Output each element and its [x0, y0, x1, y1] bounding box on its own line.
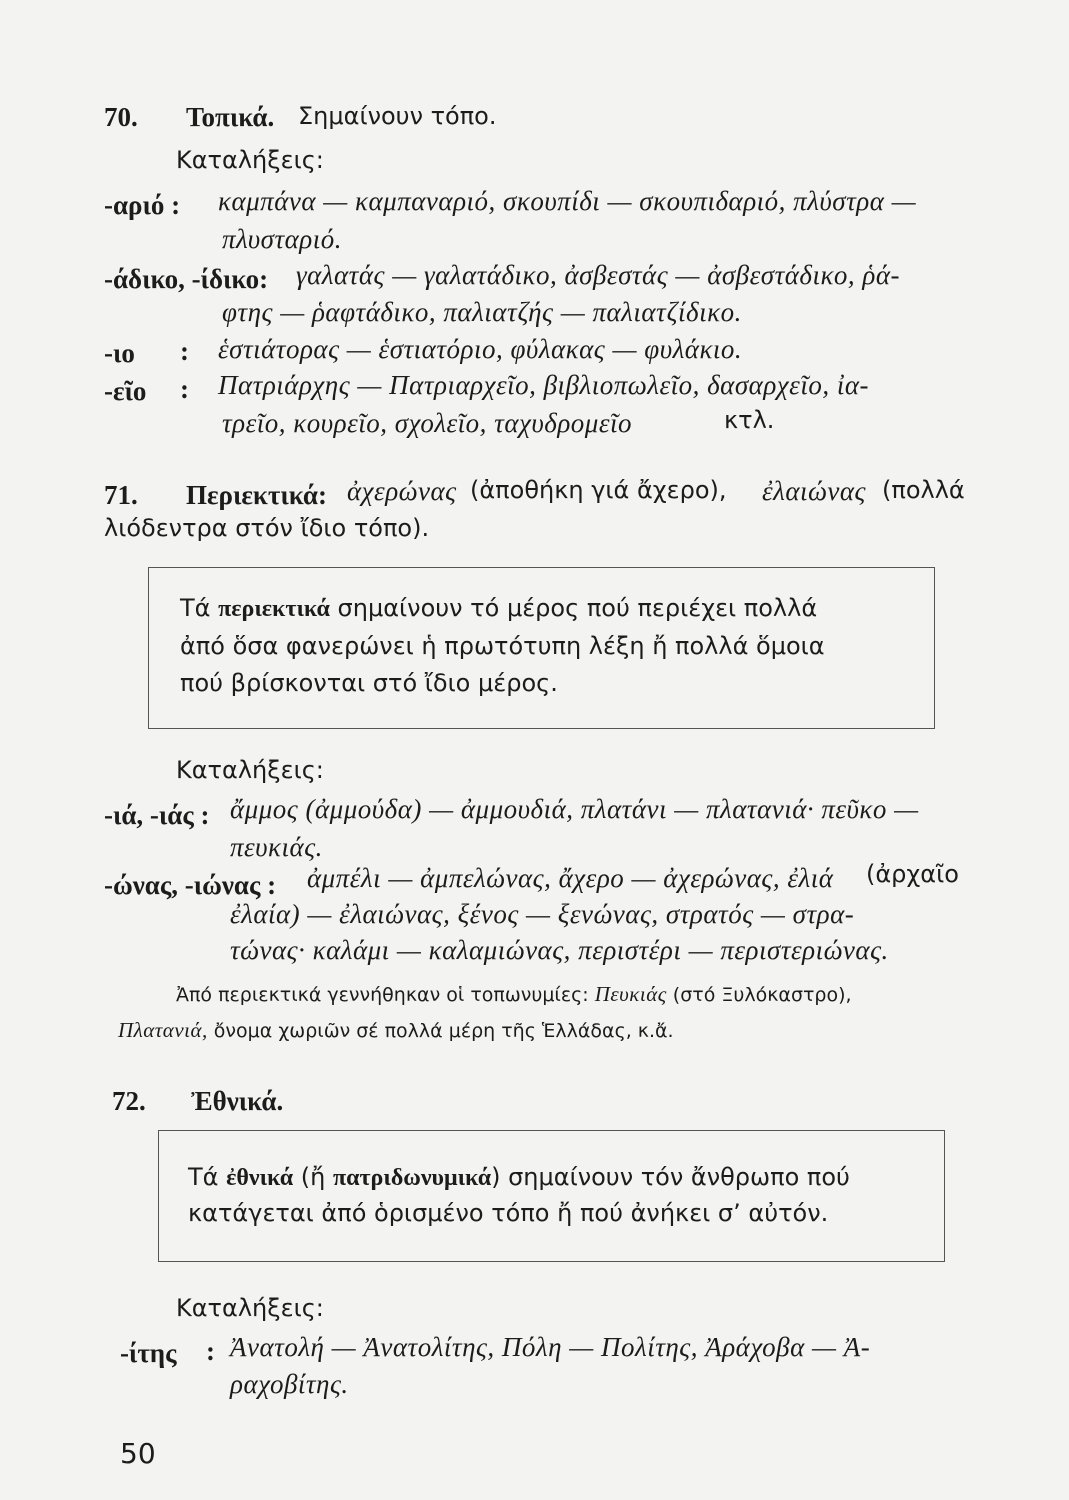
- definition-box-periektika: [148, 567, 935, 729]
- example-line: καμπάνα — καμπαναριό, σκουπίδι — σκουπιδαριό, πλύστρα —: [218, 186, 917, 216]
- definition-line: κατάγεται ἀπό ὁρισμένο τόπο ἤ πού ἀνήκει σ’ αὐτόν.: [188, 1199, 829, 1227]
- example-line: τώνας· καλάμι — καλαμιώνας, περιστέρι — περιστεριώνας.: [230, 935, 889, 965]
- example-word: ἀχερώνας: [347, 476, 457, 506]
- example-line: πευκιάς.: [230, 832, 323, 862]
- suffix-ario: -αριό :: [104, 190, 181, 220]
- section-title-topika: Τοπικά.: [186, 102, 275, 132]
- suffix-colon: :: [206, 1336, 215, 1366]
- example-line: ραχοβίτης.: [230, 1369, 349, 1399]
- definition-line: Τά ἐθνικά (ἤ πατριδωνυμικά) σημαίνουν τόν ἄνθρωπο πού: [188, 1163, 850, 1191]
- example-word: ἐλαιώνας: [762, 476, 866, 506]
- suffix-ia: -ιά, -ιάς :: [104, 800, 210, 830]
- section-number-71: 71.: [104, 480, 138, 510]
- suffix-colon: :: [180, 374, 189, 404]
- example-line: ἀμπέλι — ἀμπελώνας, ἄχερο — ἀχερώνας, ἐλιά: [307, 863, 834, 893]
- note-line: Πλατανιά, ὄνομα χωριῶν σέ πολλά μέρη τῆς Ἑλλάδας, κ.ἄ.: [118, 1018, 674, 1042]
- example-line: ἐλαία) — ἐλαιώνας, ξένος — ξενώνας, στρατός — στρα-: [230, 899, 855, 929]
- gloss-text: (ἀποθήκη γιά ἄχερο),: [470, 476, 727, 504]
- section-title-ethnika: Ἐθνικά.: [191, 1086, 284, 1116]
- section-title-periektika: Περιεκτικά:: [186, 480, 327, 510]
- definition-box-ethnika: [158, 1130, 945, 1262]
- example-line: ἑστιάτορας — ἑστιατόριο, φύλακας — φυλάκιο.: [218, 334, 743, 364]
- example-line: πλυσταριό.: [222, 224, 343, 254]
- section-number-70: 70.: [104, 102, 138, 132]
- note-line: Ἀπό περιεκτικά γεννήθηκαν οἱ τοπωνυμίες: Πευκιάς (στό Ξυλόκαστρο),: [176, 982, 852, 1006]
- suffix-onas: -ώνας, -ιώνας :: [104, 870, 277, 900]
- gloss-text: (ἀρχαῖο: [866, 860, 959, 888]
- endings-label: Καταλήξεις:: [176, 756, 324, 784]
- abbreviation-ktl: κτλ.: [724, 406, 775, 434]
- example-line: γαλατάς — γαλατάδικο, ἀσβεστάς — ἀσβεστάδικο, ῥά-: [296, 260, 901, 290]
- section-description: Σημαίνουν τόπο.: [298, 102, 497, 130]
- suffix-colon: :: [180, 336, 189, 366]
- page-number: 50: [120, 1437, 156, 1470]
- example-line: Ἀνατολή — Ἀνατολίτης, Πόλη — Πολίτης, Ἀράχοβα — Ἀ-: [230, 1332, 871, 1362]
- suffix-eio: -εῖο: [104, 376, 147, 406]
- section-number-72: 72.: [112, 1086, 146, 1116]
- endings-label: Καταλήξεις:: [176, 146, 324, 174]
- suffix-adiko: -άδικο, -ίδικο:: [104, 264, 269, 294]
- example-line: φτης — ῥαφτάδικο, παλιατζής — παλιατζίδικο.: [222, 297, 742, 327]
- suffix-itis: -ίτης: [120, 1338, 177, 1368]
- example-line: ἄμμος (ἀμμούδα) — ἀμμουδιά, πλατάνι — πλατανιά· πεῦκο —: [230, 794, 919, 824]
- paragraph-line: λιόδεντρα στόν ἴδιο τόπο).: [104, 514, 430, 542]
- endings-label: Καταλήξεις:: [176, 1294, 324, 1322]
- definition-line: πού βρίσκονται στό ἴδιο μέρος.: [180, 669, 558, 697]
- gloss-text: (πολλά: [882, 476, 965, 504]
- example-line: τρεῖο, κουρεῖο, σχολεῖο, ταχυδρομεῖο: [222, 408, 632, 438]
- suffix-io: -ιο: [104, 338, 135, 368]
- definition-line: Τά περιεκτικά σημαίνουν τό μέρος πού περιέχει πολλά: [180, 594, 818, 622]
- definition-line: ἀπό ὅσα φανερώνει ἡ πρωτότυπη λέξη ἤ πολλά ὅμοια: [180, 632, 825, 660]
- example-line: Πατριάρχης — Πατριαρχεῖο, βιβλιοπωλεῖο, δασαρχεῖο, ἰα-: [218, 370, 869, 400]
